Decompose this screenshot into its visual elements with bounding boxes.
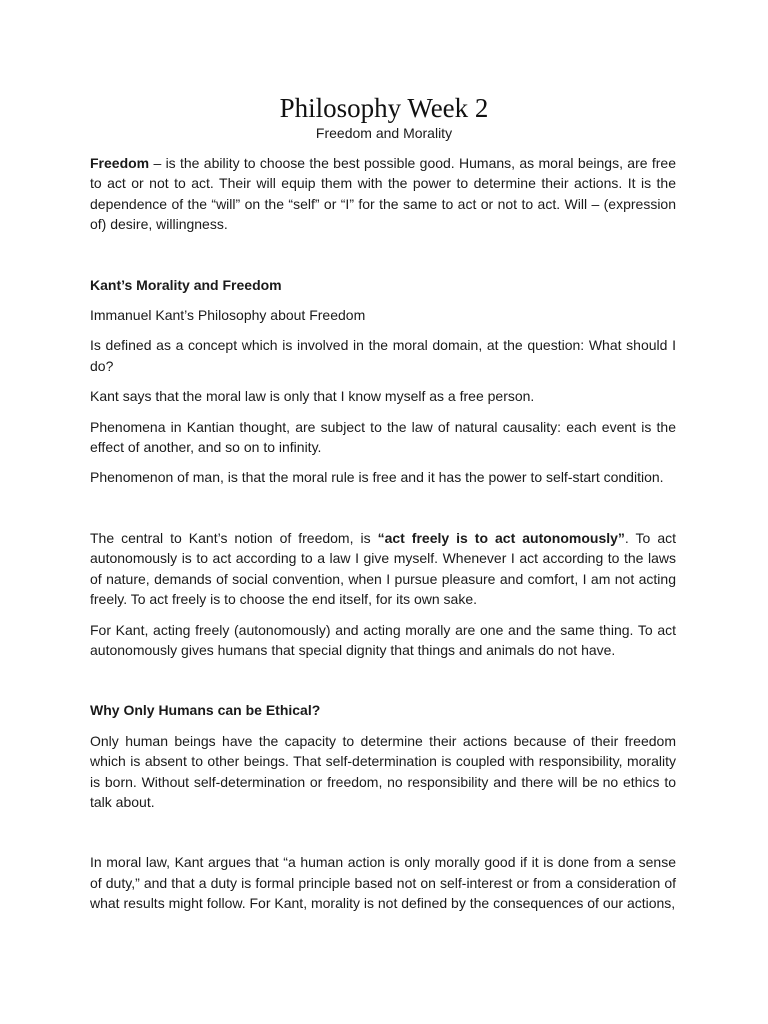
ethical-section-heading: Why Only Humans can be Ethical? [90,702,321,719]
autonomy-intro: The central to Kant’s notion of freedom, is [90,529,378,546]
kant-paragraph: Is defined as a concept which is involved in the moral domain, at the question: What should I do? [90,337,676,374]
freedom-definition [90,153,676,235]
moral-law-paragraph: In moral law, Kant argues that “a human action is only morally good if it is done from a sense of duty,” and that a duty is formal principle based not on self-interest or from a consideration of what results might follow. For Kant, morality is not defined by the consequences of our actions, [90,854,676,912]
freedom-definition-text: – is the ability to choose the best possible good. Humans, as moral beings, are free to act or not to act. Their will equip them with the power to determine their actions. It is the dependence of the “will” on the “self” or “I” for the same to act or not to act. Will – (expression of) desire, willingness. [90,155,676,233]
document-body [90,153,676,924]
kant-paragraph: Phenomenon of man, is that the moral rule is free and it has the power to self-start condition. [90,469,664,486]
autonomy-rest: . To act autonomously is to act according to a law I give myself. Whenever I act according to the laws of nature, demands of social convention, when I pursue pleasure and comfort, I am not acting freely. To act freely is to choose the end itself, for its own sake. [90,529,676,608]
kant-paragraph: Immanuel Kant’s Philosophy about Freedom [90,307,366,324]
kant-paragraph: Kant says that the moral law is only that I know myself as a free person. [90,388,535,405]
freedom-term: Freedom [90,155,150,171]
autonomy-paragraph [90,528,676,610]
autonomy-paragraph-2: For Kant, acting freely (autonomously) and acting morally are one and the same thing. To act autonomously gives humans that special dignity that things and animals do not have. [90,621,676,658]
ethical-paragraph: Only human beings have the capacity to determine their actions because of their freedom which is absent to other beings. That self-determination is coupled with responsibility, morality is born. Without self-determination or freedom, no responsibility and there will be no ethics to talk about. [90,732,676,810]
page-subtitle: Freedom and Morality [315,125,453,141]
autonomy-quote: “act freely is to act autonomously” [377,529,625,546]
page-title: Philosophy Week 2 [279,93,489,123]
kant-paragraph: Phenomena in Kantian thought, are subject to the law of natural causality: each event is the effect of another, and so on to infinity. [90,418,676,456]
kant-section-heading: Kant’s Morality and Freedom [90,276,282,293]
